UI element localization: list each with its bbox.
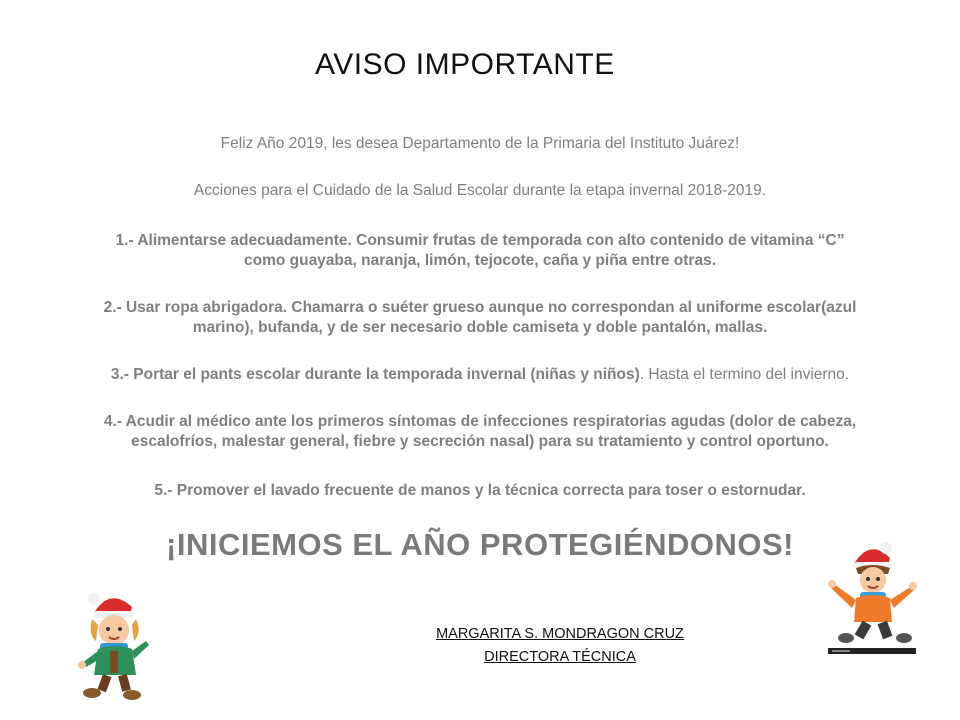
- winter-girl-illustration: [72, 585, 152, 703]
- slogan: ¡INICIEMOS EL AÑO PROTEGIÉNDONOS!: [166, 527, 794, 562]
- item-5: 5.- Promover el lavado frecuente de manos y la técnica correcta para toser o estornudar.: [154, 482, 806, 499]
- item-1-line-2: como guayaba, naranja, limón, tejocote, caña y piña entre otras.: [243, 252, 717, 269]
- item-2-line-2: marino), bufanda, y de ser necesario doble camiseta y doble pantalón, mallas.: [192, 319, 768, 336]
- subtitle-text: Acciones para el Cuidado de la Salud Escolar durante la etapa invernal 2018-2019.: [193, 182, 767, 199]
- item-3-rest: . Hasta el termino del invierno.: [639, 366, 850, 383]
- signature-role: DIRECTORA TÉCNICA: [484, 649, 636, 665]
- item-4-line-2: escalofríos, malestar general, fiebre y secreción nasal) para su tratamiento y control oportuno.: [131, 433, 829, 450]
- item-4-line-1: 4.- Acudir al médico ante los primeros síntomas de infecciones respiratorias agudas (dolor de cabeza,: [103, 413, 857, 430]
- item-2-line-1: 2.- Usar ropa abrigadora. Chamarra o suéter grueso aunque no correspondan al uniforme escolar(azul: [103, 299, 857, 316]
- greeting-text: Feliz Año 2019, les desea Departamento de la Primaria del Instituto Juárez!: [220, 135, 740, 152]
- page-title: AVISO IMPORTANTE: [315, 48, 615, 81]
- item-3-bold: 3.- Portar el pants escolar durante la temporada invernal (niñas y niños): [110, 366, 640, 383]
- item-1-line-1: 1.- Alimentarse adecuadamente. Consumir frutas de temporada con alto contenido de vitamina “C”: [115, 232, 845, 249]
- item-3: [30, 364, 930, 385]
- signature-name: MARGARITA S. MONDRAGON CRUZ: [436, 626, 684, 642]
- winter-boy-illustration: [826, 538, 918, 656]
